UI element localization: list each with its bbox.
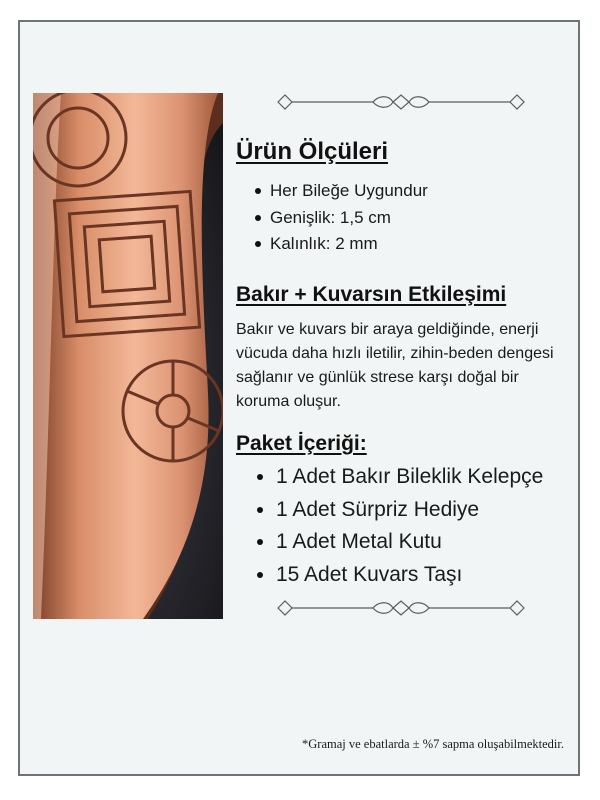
list-item: Genişlik: 1,5 cm (236, 207, 428, 234)
list-item: 15 Adet Kuvars Taşı (236, 560, 543, 593)
list-item: 1 Adet Sürpriz Hediye (236, 495, 543, 528)
dimensions-list (236, 180, 428, 260)
divider-ornament-icon (276, 92, 526, 112)
divider-ornament-icon (276, 598, 526, 618)
interaction-text: Bakır ve kuvars bir araya geldiğinde, enerji vücuda daha hızlı iletilir, zihin-beden dengesi sağlanır ve günlük strese karşı doğal bir koruma oluşur. (236, 321, 554, 410)
list-item: 1 Adet Metal Kutu (236, 527, 543, 560)
package-title: Paket İçeriği: (236, 432, 367, 455)
interaction-title: Bakır + Kuvarsın Etkileşimi (236, 283, 507, 306)
list-item: Kalınlık: 2 mm (236, 233, 428, 260)
list-item: Her Bileğe Uygundur (236, 180, 428, 207)
package-list (236, 462, 543, 592)
footnote: *Gramaj ve ebatlarda ± %7 sapma oluşabilmektedir. (302, 737, 564, 751)
list-item: 1 Adet Bakır Bileklik Kelepçe (236, 462, 543, 495)
dimensions-title: Ürün Ölçüleri (236, 138, 389, 165)
copper-bracelet-photo (33, 93, 223, 619)
